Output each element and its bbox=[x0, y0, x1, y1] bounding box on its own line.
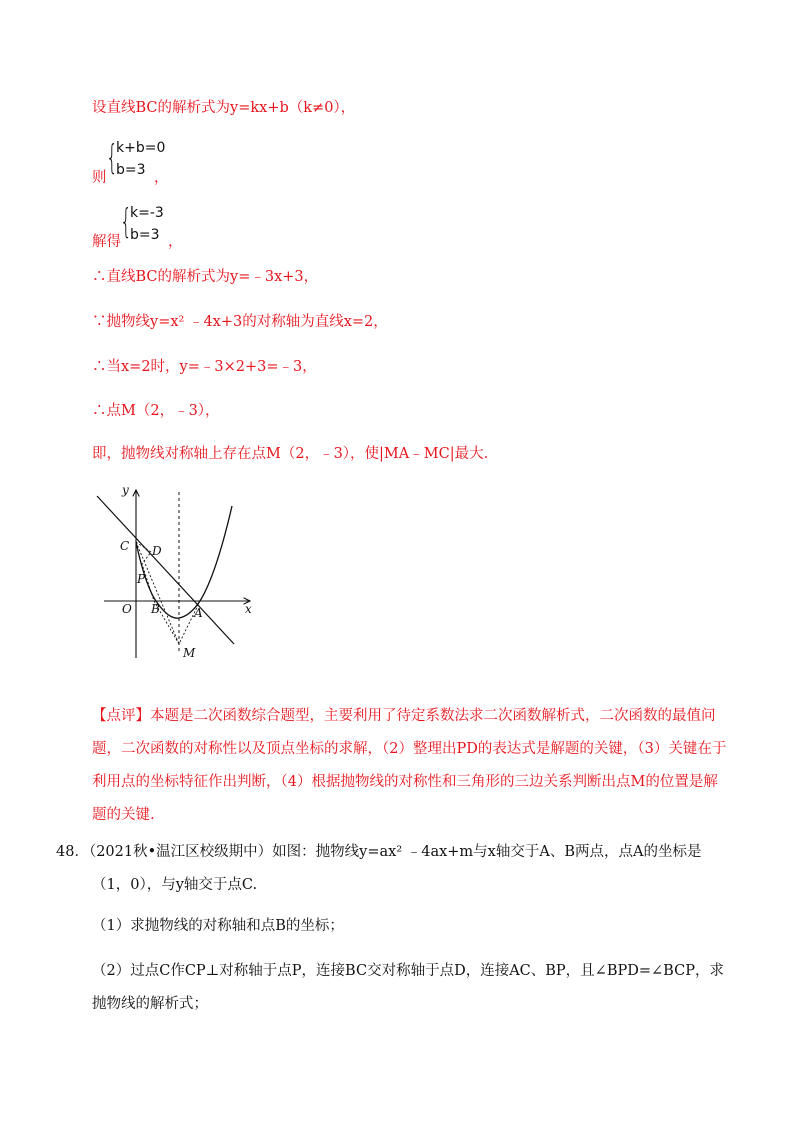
system-1-eq2: b=3 bbox=[116, 162, 146, 178]
system-2-prefix: 解得 bbox=[92, 234, 121, 250]
label-c: C bbox=[120, 539, 130, 553]
label-x: x bbox=[245, 602, 252, 616]
dotted-lines bbox=[136, 542, 200, 644]
solution-line-4: ∴直线BC的解析式为y=﹣3x+3， bbox=[92, 269, 319, 285]
label-b: B bbox=[151, 602, 160, 616]
system-1-eq1: k+b=0 bbox=[116, 140, 166, 156]
system-2-suffix: ， bbox=[168, 234, 183, 250]
brace-icon: { bbox=[120, 202, 132, 242]
solution-line-6: ∴当x=2时，y=﹣3×2+3=﹣3， bbox=[92, 359, 317, 375]
system-2-eq2: b=3 bbox=[130, 227, 160, 243]
solution-line-1: 设直线BC的解析式为y=kx+b（k≠0）， bbox=[92, 100, 356, 116]
brace-icon: { bbox=[106, 138, 118, 178]
parabola-figure bbox=[92, 480, 267, 665]
label-a: A bbox=[194, 606, 203, 620]
system-2-eq1: k=-3 bbox=[130, 205, 164, 221]
solution-line-8: 即，抛物线对称轴上存在点M（2，﹣3），使|MA﹣MC|最大. bbox=[92, 446, 489, 462]
label-y: y bbox=[122, 483, 129, 497]
system-1-suffix: ， bbox=[154, 170, 169, 186]
label-o: O bbox=[122, 602, 132, 616]
system-1-prefix: 则 bbox=[92, 170, 107, 186]
label-d: D bbox=[152, 544, 162, 558]
solution-line-7: ∴点M（2，﹣3）， bbox=[92, 403, 220, 419]
label-m: M bbox=[183, 646, 196, 660]
comment-paragraph: 【点评】本题是二次函数综合题型，主要利用了待定系数法求二次函数解析式，二次函数的最值问题，二次函数的对称性以及顶点坐标的求解，（2）整理出PD的表达式是解题的关键，（3）关键在于利用点的坐标特征作出判断，（4）根据抛物线的对称性和三角形的三边关系判断出点M的位置是解题的关键. bbox=[92, 708, 727, 823]
question-1: （1）求抛物线的对称轴和点B的坐标； bbox=[92, 918, 344, 934]
label-p: P bbox=[137, 572, 146, 586]
problem-48-stem bbox=[56, 836, 736, 902]
question-2: （2）过点C作CP⊥对称轴于点P，连接BC交对称轴于点D，连接AC、BP，且∠BPD=∠BCP，求抛物线的解析式； bbox=[92, 963, 724, 1012]
problem-stem-text: 48．（2021秋•温江区校级期中）如图：抛物线y=ax² ﹣4ax+m与x轴交于A、B两点，点A的坐标是（1，0），与y轴交于点C. bbox=[56, 844, 702, 893]
solution-line-5: ∵抛物线y=x² ﹣4x+3的对称轴为直线x=2， bbox=[92, 314, 388, 330]
